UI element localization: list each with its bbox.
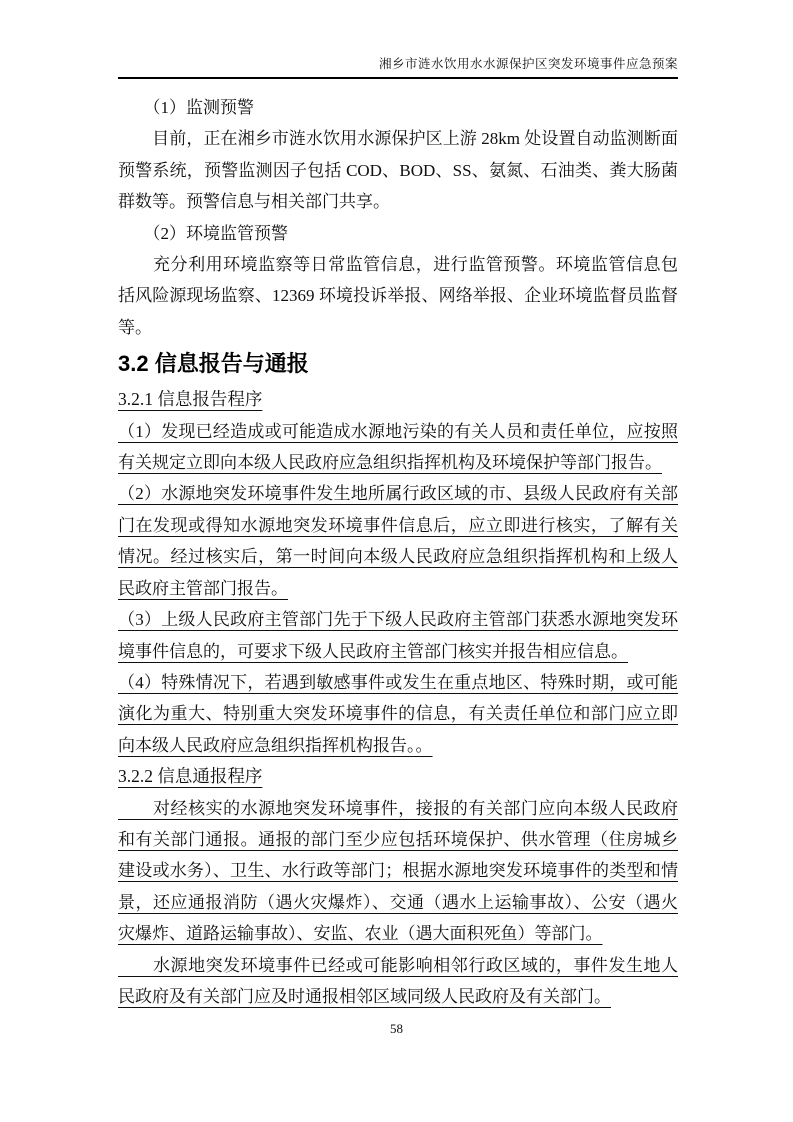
running-header (118, 56, 678, 79)
paragraph-report-item-4: （4）特殊情况下，若遇到敏感事件或发生在重点地区、特殊时期，或可能演化为重大、特别重大突发环境事件的信息，有关责任单位和部门应立即向本级人民政府应急组织指挥机构报告。。 (118, 672, 678, 755)
page-footer (0, 1020, 793, 1038)
paragraph-supervision-warning-label: （2）环境监管预警 (118, 223, 288, 243)
paragraph-report-item-3: （3）上级人民政府主管部门先于下级人民政府主管部门获悉水源地突发环境事件信息的，可要求下级人民政府主管部门核实并报告相应信息。 (118, 610, 678, 661)
paragraph-monitoring-warning-body: 目前，正在湘乡市涟水饮用水源保护区上游 28km 处设置自动监测断面预警系统，预警监测因子包括 COD、BOD、SS、氨氮、石油类、粪大肠菌群数等。预警信息与相关部门共享。 (118, 129, 678, 212)
page-number: 58 (390, 1021, 403, 1036)
subsection-heading-3-2-2: 3.2.2 信息通报程序 (118, 766, 263, 787)
paragraph-notification-body-2: 水源地突发环境事件已经或可能影响相邻行政区域的，事件发生地人民政府及有关部门应及时通报相邻区域同级人民政府及有关部门。 (118, 955, 678, 1006)
document-content (118, 84, 678, 1012)
paragraph-report-item-2: （2）水源地突发环境事件发生地所属行政区域的市、县级人民政府有关部门在发现或得知水源地突发环境事件信息后，应立即进行核实，了解有关情况。经过核实后，第一时间向本级人民政府应急组织指挥机构和上级人民政府主管部门报告。 (118, 484, 678, 598)
paragraph-monitoring-warning-label: （1）监测预警 (118, 98, 254, 117)
running-header-title: 湘乡市涟水饮用水水源保护区突发环境事件应急预案 (378, 57, 678, 71)
paragraph-report-item-1: （1）发现已经造成或可能造成水源地污染的有关人员和责任单位，应按照有关规定立即向本级人民政府应急组织指挥机构及环境保护等部门报告。 (118, 421, 678, 473)
paragraph-supervision-warning-body: 充分利用环境监察等日常监管信息，进行监管预警。环境监管信息包括风险源现场监察、12369 环境投诉举报、网络举报、企业环境监督员监督等。 (118, 255, 678, 337)
subsection-heading-3-2-1: 3.2.1 信息报告程序 (118, 389, 263, 410)
paragraph-notification-body-1: 对经核实的水源地突发环境事件，接报的有关部门应向本级人民政府和有关部门通报。通报的部门至少应包括环境保护、供水管理（住房城乡建设或水务）、卫生、水行政等部门；根据水源地突发环境事件的类型和情景，还应通报消防（遇火灾爆炸）、交通（遇水上运输事故）、公安（遇火灾爆炸、道路运输事故）、安监、农业（遇大面积死鱼）等部门。 (118, 798, 678, 944)
section-heading-3-2: 3.2 信息报告与通报 (118, 351, 309, 377)
